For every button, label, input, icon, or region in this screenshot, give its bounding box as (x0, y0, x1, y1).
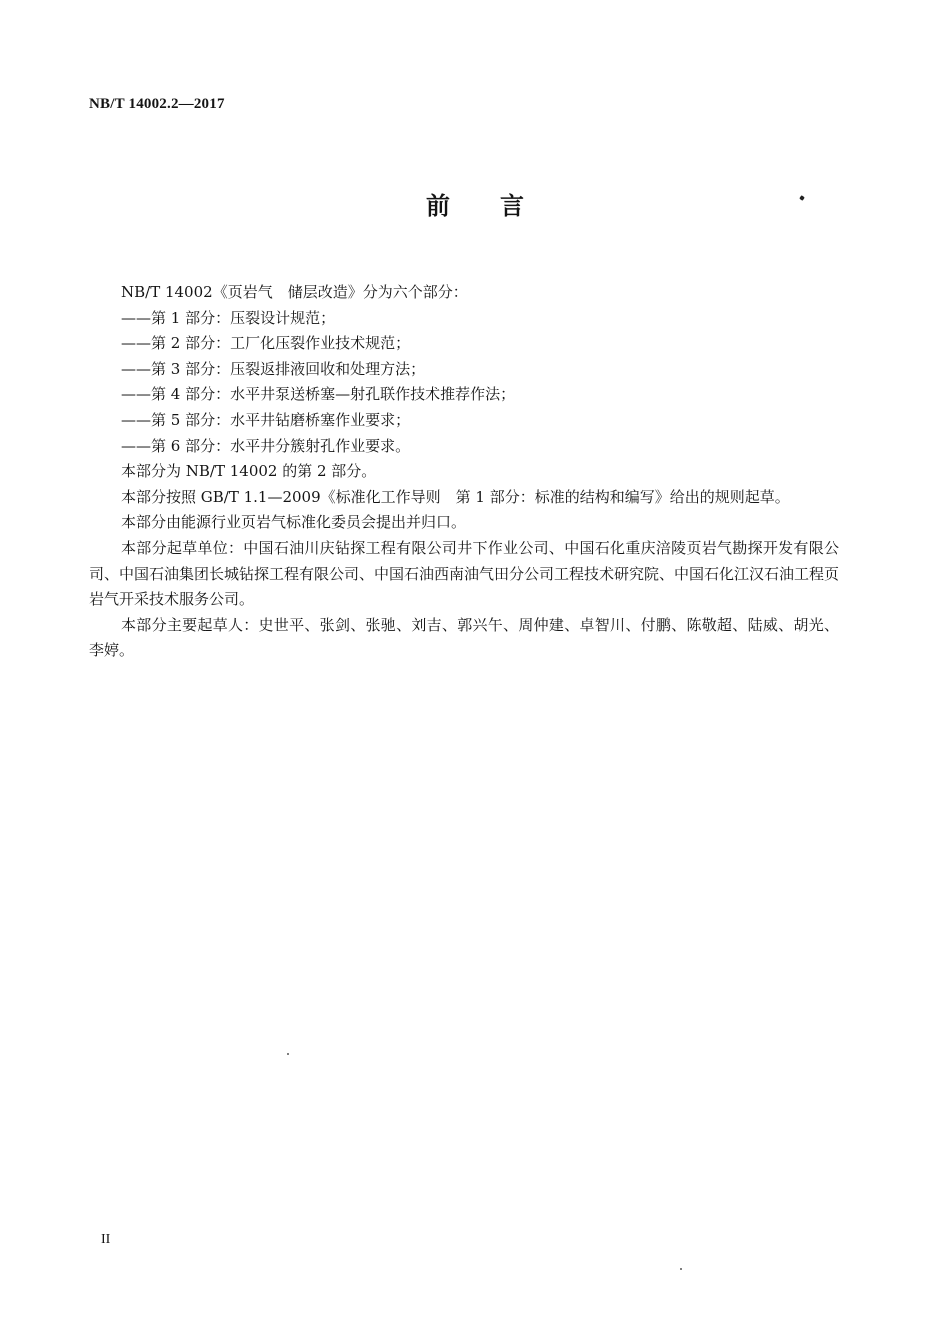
drafting-rules: 本部分按照 GB/T 1.1—2009《标准化工作导则 第 1 部分：标准的结构和编写》给出的规则起草。 (121, 487, 790, 506)
page-title: 前言 (426, 192, 574, 220)
proposing-body: 本部分由能源行业页岩气标准化委员会提出并归口。 (121, 513, 467, 532)
scan-speck (287, 1053, 289, 1055)
document-code: NB/T 14002.2—2017 (89, 96, 225, 112)
foreword-body (89, 280, 839, 664)
scan-speck (680, 1268, 682, 1270)
page-number: II (101, 1232, 111, 1247)
main-drafters: 本部分主要起草人：史世平、张剑、张驰、刘吉、郭兴午、周仲建、卓智川、付鹏、陈敬超、陆威、胡光、李婷。 (89, 615, 839, 660)
part-item-1: ——第 1 部分：压裂设计规范； (121, 308, 336, 327)
part-item-2: ——第 2 部分：工厂化压裂作业技术规范； (121, 334, 411, 353)
part-item-5: ——第 5 部分：水平井钻磨桥塞作业要求； (121, 410, 411, 429)
part-item-4: ——第 4 部分：水平井泵送桥塞—射孔联作技术推荐作法； (121, 385, 516, 404)
part-item-3: ——第 3 部分：压裂返排液回收和处理方法； (121, 359, 426, 378)
part-statement: 本部分为 NB/T 14002 的第 2 部分。 (121, 462, 377, 481)
foreword-intro: NB/T 14002《页岩气 储层改造》分为六个部分： (121, 283, 468, 301)
part-item-6: ——第 6 部分：水平井分簇射孔作业要求。 (121, 436, 411, 455)
drafting-units: 本部分起草单位：中国石油川庆钻探工程有限公司井下作业公司、中国石化重庆涪陵页岩气勘探开发有限公司、中国石油集团长城钻探工程有限公司、中国石油西南油气田分公司工程技术研究院、中国石化江汉石油工程页岩气开采技术服务公司。 (89, 538, 840, 609)
